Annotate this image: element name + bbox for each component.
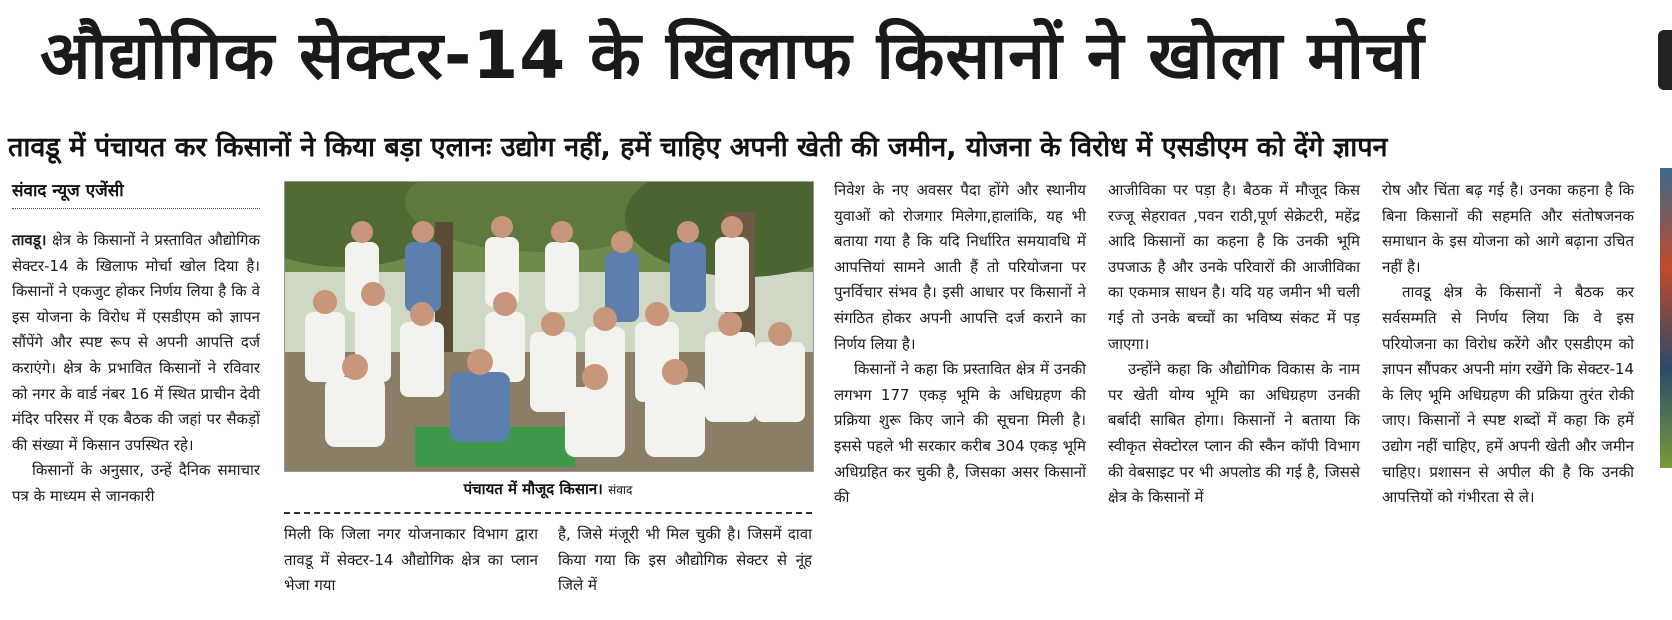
photo-caption <box>284 478 812 501</box>
news-photo <box>284 181 814 472</box>
byline: संवाद न्यूज एजेंसी <box>12 181 124 201</box>
subheadline: तावडू में पंचायत कर किसानों ने किया बड़ा एलानः उद्योग नहीं, हमें चाहिए अपनी खेती की जमीन, योजना के विरोध में एसडीएम को देंगे ज्ञापन <box>8 132 1388 163</box>
headline: औद्योगिक सेक्टर-14 के खिलाफ किसानों ने खोला मोर्चा <box>40 17 1425 94</box>
adjacent-page-edge <box>1658 30 1672 90</box>
paragraph-text: क्षेत्र के किसानों ने प्रस्तावित औद्योगिक सेक्टर-14 के खिलाफ मोर्चा खोल दिया है। किसानों ने एकजुट होकर निर्णय लिया है कि वे इस योजना के विरोध में एसडीएम को ज्ञापन सौंपेंगे और स्पष्ट रूप से अपनी आपत्ति दर्ज कराएंगे। क्षेत्र के प्रभावित किसानों ने रविवार को नगर के वार्ड नंबर 16 में स्थित प्राचीन देवी मंदिर परिसर में एक बैठक की जहां पर सैकड़ों की संख्या में किसान उपस्थित रहे। <box>12 231 260 454</box>
article-column-2 <box>284 522 538 599</box>
caption-divider <box>284 512 812 514</box>
article-column-6 <box>1382 178 1634 511</box>
article-paragraph <box>12 228 260 458</box>
article-paragraph: निवेश के नए अवसर पैदा होंगे और स्थानीय युवाओं को रोजगार मिलेगा,हालांकि, यह भी बताया गया है कि यदि निर्धारित समयावधि में आपत्तियां सामने आती हैं तो परियोजना पर पुनर्विचार संभव है। इसी आधार पर किसानों ने संगठित होकर अपनी आपत्ति दर्ज कराने का निर्णय लिया है। <box>834 181 1086 353</box>
article-paragraph: किसानों ने कहा कि प्रस्तावित क्षेत्र में उनकी लगभग 177 एकड़ भूमि के अधिग्रहण की प्रक्रिया शुरू किए जाने की सूचना मिली है। इससे पहले भी सरकार करीब 304 एकड़ भूमि अधिग्रहित कर चुकी है, जिसका असर किसानों की <box>834 360 1086 507</box>
article-paragraph: आजीविका पर पड़ा है। बैठक में मौजूद किस रज्जू सेहरावत ,पवन राठी,पूर्ण सेक्रेटरी, महेंद्र आदि किसानों का कहना है कि उनकी भूमि उपजाऊ है और उनके परिवारों की आजीविका का एकमात्र साधन है। यदि यह जमीन भी चली गई तो उनके बच्चों का भविष्य संकट में पड़ जाएगा। <box>1108 181 1360 353</box>
caption-text: पंचायत में मौजूद किसान। <box>463 480 603 498</box>
farmers-gathering-photo <box>285 182 813 471</box>
article-column-1 <box>12 228 260 510</box>
article-paragraph: किसानों के अनुसार, उन्हें दैनिक समाचार पत्र के माध्यम से जानकारी <box>12 461 260 505</box>
adjacent-image-strip <box>1660 168 1672 468</box>
photo-credit: संवाद <box>608 483 633 497</box>
article-paragraph: उन्होंने कहा कि औद्योगिक विकास के नाम पर खेती योग्य भूमि का अधिग्रहण उनकी बर्बादी साबित होगा। किसानों ने बताया कि स्वीकृत सेक्टोरल प्लान की स्कैन कॉपी विभाग की वेबसाइट पर भी अपलोड की गई है, जिससे क्षेत्र के किसानों में <box>1108 360 1360 507</box>
article-column-5 <box>1108 178 1360 511</box>
article-paragraph: रोष और चिंता बढ़ गई है। उनका कहना है कि बिना किसानों की सहमति और संतोषजनक समाधान के इस योजना को आगे बढ़ाना उचित नहीं है। <box>1382 181 1634 276</box>
article-paragraph: तावडू क्षेत्र के किसानों ने बैठक कर सर्वसम्मति से निर्णय लिया कि वे इस परियोजना का विरोध करेंगे और एसडीएम को ज्ञापन सौंपकर अपनी मांग रखेंगे कि सेक्टर-14 के लिए भूमि अधिग्रहण की प्रक्रिया तुरंत रोकी जाए। किसानों ने स्पष्ट शब्दों में कहा कि हमें उद्योग नहीं चाहिए, हमें अपनी खेती और जमीन चाहिए। प्रशासन से अपील की है कि उनकी आपत्तियों को गंभीरता से ले। <box>1382 283 1634 507</box>
article-paragraph: मिली कि जिला नगर योजनाकार विभाग द्वारा तावडू में सेक्टर-14 औद्योगिक क्षेत्र का प्लान भेजा गया <box>284 525 538 595</box>
article-column-4 <box>834 178 1086 511</box>
article-paragraph: है, जिसे मंजूरी भी मिल चुकी है। जिसमें दावा किया गया कि इस औद्योगिक सेक्टर से नूंह जिले में <box>558 525 812 595</box>
article-column-3 <box>558 522 812 599</box>
byline-divider <box>12 208 260 209</box>
dateline: तावडू। <box>12 231 47 249</box>
